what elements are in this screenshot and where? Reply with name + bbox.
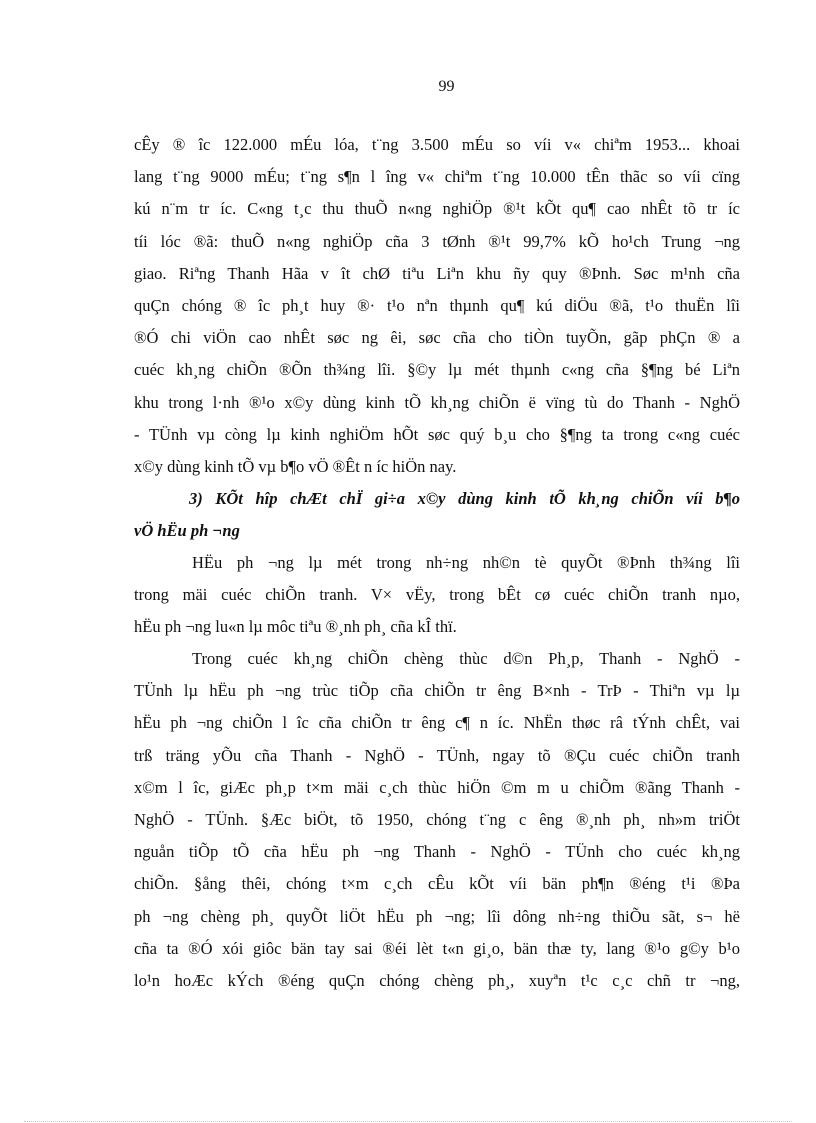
heading-line: vÖ hËu ph ¬ng	[134, 521, 240, 541]
paragraph-2	[134, 547, 740, 644]
paragraph-1	[134, 129, 740, 483]
text-line: TÜnh lµ hËu ph ¬ng trùc tiÕp cña chiÕn tr êng B×nh - TrÞ - Thiªn vµ lµ	[134, 681, 740, 701]
text-line: x©m l îc, giÆc ph¸p t×m mäi c¸ch thùc hiÖn ©m m u chiÕm ®ãng Thanh -	[134, 777, 740, 797]
text-line: HËu ph ¬ng lµ mét trong nh÷ng nh©n tè quyÕt ®Þnh th¾ng lîi	[192, 553, 740, 572]
text-line: lo¹n hoÆc kÝch ®éng quÇn chóng chèng ph¸, xuyªn t¹c c¸c chñ tr ¬ng,	[134, 970, 740, 990]
paragraph-3	[134, 643, 740, 997]
text-line: x©y dùng kinh tÕ vµ b¶o vÖ ®Êt n íc hiÖn nay.	[134, 456, 457, 476]
text-line: trß träng yÕu cña Thanh - NghÖ - TÜnh, ngay tõ ®Çu cuéc chiÕn tranh	[134, 745, 740, 765]
heading-line: 3) KÕt hîp chÆt chÏ gi÷a x©y dùng kinh tÕ kh¸ng chiÕn víi b¶o	[189, 489, 740, 508]
text-line: - TÜnh vµ còng lµ kinh nghiÖm hÕt søc quý b¸u cho §¶ng ta trong c«ng cuéc	[134, 424, 740, 444]
text-line: NghÖ - TÜnh. §Æc biÖt, tõ 1950, chóng t¨ng c êng ®¸nh ph¸ nh»m triÖt	[134, 809, 740, 829]
text-line: khu trong l·nh ®¹o x©y dùng kinh tÕ kh¸ng chiÕn ë vïng tù do Thanh - NghÖ	[134, 392, 740, 412]
text-line: hËu ph ¬ng lu«n lµ môc tiªu ®¸nh ph¸ cña kÎ thï.	[134, 617, 457, 637]
text-line: ®Ó chi viÖn cao nhÊt søc ng êi, søc cña cho tiÒn tuyÕn, gãp phÇn ® a	[134, 328, 740, 348]
text-line: lang t¨ng 9000 mÉu; t¨ng s¶n l îng v« chiªm t¨ng 10.000 tÊn thãc so víi cïng	[134, 167, 740, 187]
section-heading	[134, 483, 740, 547]
text-line: trong mäi cuéc chiÕn tranh. V× vËy, trong bÊt cø cuéc chiÕn tranh nµo,	[134, 585, 740, 605]
text-line: Trong cuéc kh¸ng chiÕn chèng thùc d©n Ph¸p, Thanh - NghÖ -	[192, 649, 740, 668]
text-line: cña ta ®Ó xói giôc bän tay sai ®éi lèt t«n gi¸o, bän thæ ty, lang ®¹o g©y b¹o	[134, 938, 740, 958]
text-line: nguån tiÕp tÕ cña hËu ph ¬ng Thanh - NghÖ - TÜnh cho cuéc kh¸ng	[134, 842, 740, 862]
text-line: chiÕn. §ång thêi, chóng t×m c¸ch cÊu kÕt víi bän ph¶n ®éng t¹i ®Þa	[134, 874, 740, 894]
page-number: 99	[438, 78, 455, 95]
text-line: giao. Riªng Thanh Hãa v ît chØ tiªu Liªn khu ñy quy ®Þnh. Søc m¹nh cña	[134, 263, 740, 283]
text-line: tíi lóc ®ã: thuÕ n«ng nghiÖp cña 3 tØnh ®¹t 99,7% kÕ ho¹ch Trung ¬ng	[134, 231, 740, 251]
text-line: hËu ph ¬ng chiÕn l îc cña chiÕn tr êng c¶ n íc. NhËn thøc râ tÝnh chÊt, vai	[134, 713, 740, 733]
text-line: cÊy ® îc 122.000 mÉu lóa, t¨ng 3.500 mÉu so víi v« chiªm 1953... khoai	[134, 135, 740, 154]
text-line: ph ¬ng chèng ph¸ quyÕt liÖt hËu ph ¬ng; lîi dông nh÷ng thiÕu sãt, s¬ hë	[134, 906, 740, 926]
text-line: cuéc kh¸ng chiÕn ®Õn th¾ng lîi. §©y lµ mét thµnh c«ng cña §¶ng bé Liªn	[134, 360, 740, 380]
text-line: kú n¨m tr íc. C«ng t¸c thu thuÕ n«ng nghiÖp ®¹t kÕt qu¶ cao nhÊt tõ tr íc	[134, 199, 740, 219]
text-line: quÇn chóng ® îc ph¸t huy ®· t¹o nªn thµnh qu¶ kú diÖu ®ã, t¹o thuËn lîi	[134, 295, 740, 315]
page-bottom-divider	[24, 1121, 792, 1122]
